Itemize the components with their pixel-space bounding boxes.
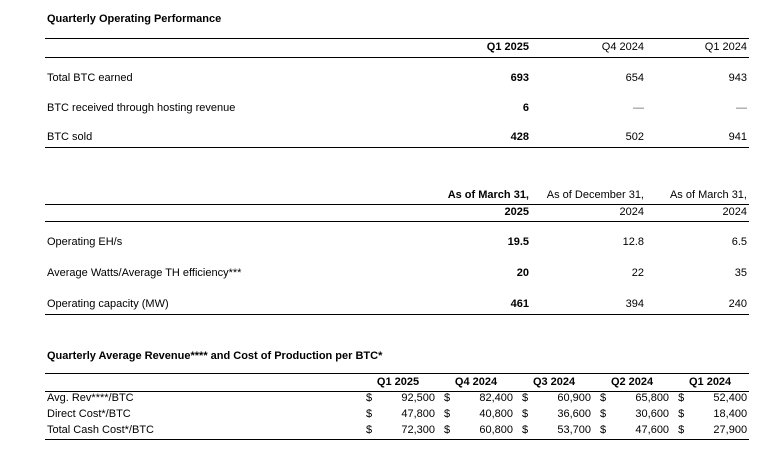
cell-value: 30,600 — [635, 408, 670, 420]
currency-symbol: $ — [437, 423, 457, 439]
header-spacer — [45, 186, 381, 204]
table-header-row — [45, 373, 749, 391]
header-spacer — [45, 373, 359, 391]
column-header-q1-2024: Q1 2024 — [671, 373, 749, 391]
cell-value: 27,900 — [691, 423, 749, 439]
column-header-q1-2025: Q1 2025 — [359, 373, 437, 391]
cell-value: 693 — [510, 71, 529, 84]
cost-of-production-table — [45, 373, 749, 440]
cell-value: 461 — [381, 283, 531, 314]
cell-value: 47,600 — [613, 423, 671, 439]
cell-value: 943 — [728, 71, 747, 84]
cell-value: 428 — [381, 118, 531, 148]
cell-value: 941 — [646, 118, 749, 148]
table-row — [45, 391, 749, 407]
cell-value: 19.5 — [507, 236, 529, 248]
table-header-row-line1 — [45, 186, 749, 204]
column-header-year-2024: 2024 — [646, 204, 749, 221]
cell-value: 36,600 — [557, 408, 592, 420]
table-row — [45, 423, 749, 439]
column-header-as-of-mar-2024: As of March 31, — [646, 186, 749, 204]
cell-value: 22 — [631, 267, 644, 279]
row-label: Total BTC earned — [47, 71, 133, 84]
column-header-q1-2025: Q1 2025 — [381, 39, 531, 58]
currency-symbol: $ — [366, 408, 373, 420]
cell-value: 394 — [531, 283, 646, 314]
currency-symbol: $ — [359, 423, 379, 439]
row-label: Avg. Rev****/BTC — [47, 392, 134, 404]
column-header-q3-2024: Q3 2024 — [515, 373, 593, 391]
table-row — [45, 252, 749, 283]
table-row — [45, 118, 749, 148]
cell-value: 72,300 — [379, 423, 437, 439]
currency-symbol: $ — [444, 408, 451, 420]
row-label: Operating capacity (MW) — [45, 283, 381, 314]
table-row — [45, 58, 749, 88]
row-label: Operating EH/s — [47, 236, 123, 248]
table-header-row-line2 — [45, 204, 749, 221]
cell-value: 240 — [646, 283, 749, 314]
column-header-q2-2024: Q2 2024 — [593, 373, 671, 391]
cell-value: 6 — [522, 101, 529, 114]
currency-symbol: $ — [593, 423, 613, 439]
cell-value: 92,500 — [401, 392, 436, 404]
cell-value: 65,800 — [635, 392, 670, 404]
cell-value: 60,900 — [557, 392, 592, 404]
cell-value: 654 — [625, 71, 644, 84]
cell-value: 12.8 — [622, 236, 644, 248]
cell-value-dash: — — [633, 101, 644, 114]
currency-symbol: $ — [522, 392, 529, 404]
cell-value: 40,800 — [479, 408, 514, 420]
cell-value: 47,800 — [401, 408, 436, 420]
report-content — [45, 12, 749, 440]
cost-of-production-title: Quarterly Average Revenue**** and Cost of Production per BTC* — [47, 349, 383, 362]
currency-symbol: $ — [678, 392, 685, 404]
column-header-year-2025: 2025 — [381, 204, 531, 221]
currency-symbol: $ — [600, 392, 607, 404]
table-row — [45, 88, 749, 118]
cell-value: 82,400 — [479, 392, 514, 404]
row-label: Average Watts/Average TH efficiency*** — [47, 267, 242, 279]
cell-value: 502 — [531, 118, 646, 148]
column-header-q4-2024: Q4 2024 — [531, 39, 646, 58]
currency-symbol: $ — [444, 392, 451, 404]
cell-value: 6.5 — [731, 236, 747, 248]
row-label: Total Cash Cost*/BTC — [45, 423, 359, 439]
column-header-q4-2024: Q4 2024 — [437, 373, 515, 391]
currency-symbol: $ — [600, 408, 607, 420]
row-label: BTC sold — [45, 118, 381, 148]
row-label: Direct Cost*/BTC — [47, 408, 131, 420]
table-row — [45, 283, 749, 314]
cell-value-dash: — — [736, 101, 747, 114]
cell-value: 18,400 — [713, 408, 748, 420]
cell-value: 20 — [516, 267, 529, 279]
currency-symbol: $ — [522, 408, 529, 420]
cell-value: 53,700 — [535, 423, 593, 439]
currency-symbol: $ — [678, 408, 685, 420]
cell-value: 60,800 — [457, 423, 515, 439]
header-spacer — [45, 39, 381, 58]
table-row — [45, 221, 749, 252]
table-header-row — [45, 39, 749, 58]
cell-value: 52,400 — [713, 392, 748, 404]
as-of-metrics-table — [45, 186, 749, 315]
column-header-year-2024: 2024 — [531, 204, 646, 221]
cell-value: 35 — [734, 267, 747, 279]
operating-performance-title: Quarterly Operating Performance — [47, 13, 222, 25]
operating-performance-table — [45, 38, 749, 148]
currency-symbol: $ — [366, 392, 373, 404]
column-header-as-of-mar-2025: As of March 31, — [381, 186, 531, 204]
table-row — [45, 407, 749, 423]
header-spacer — [45, 204, 381, 221]
currency-symbol: $ — [671, 423, 691, 439]
row-label: BTC received through hosting revenue — [47, 101, 236, 114]
currency-symbol: $ — [515, 423, 535, 439]
column-header-as-of-dec-2024: As of December 31, — [531, 186, 646, 204]
column-header-q1-2024: Q1 2024 — [646, 39, 749, 58]
